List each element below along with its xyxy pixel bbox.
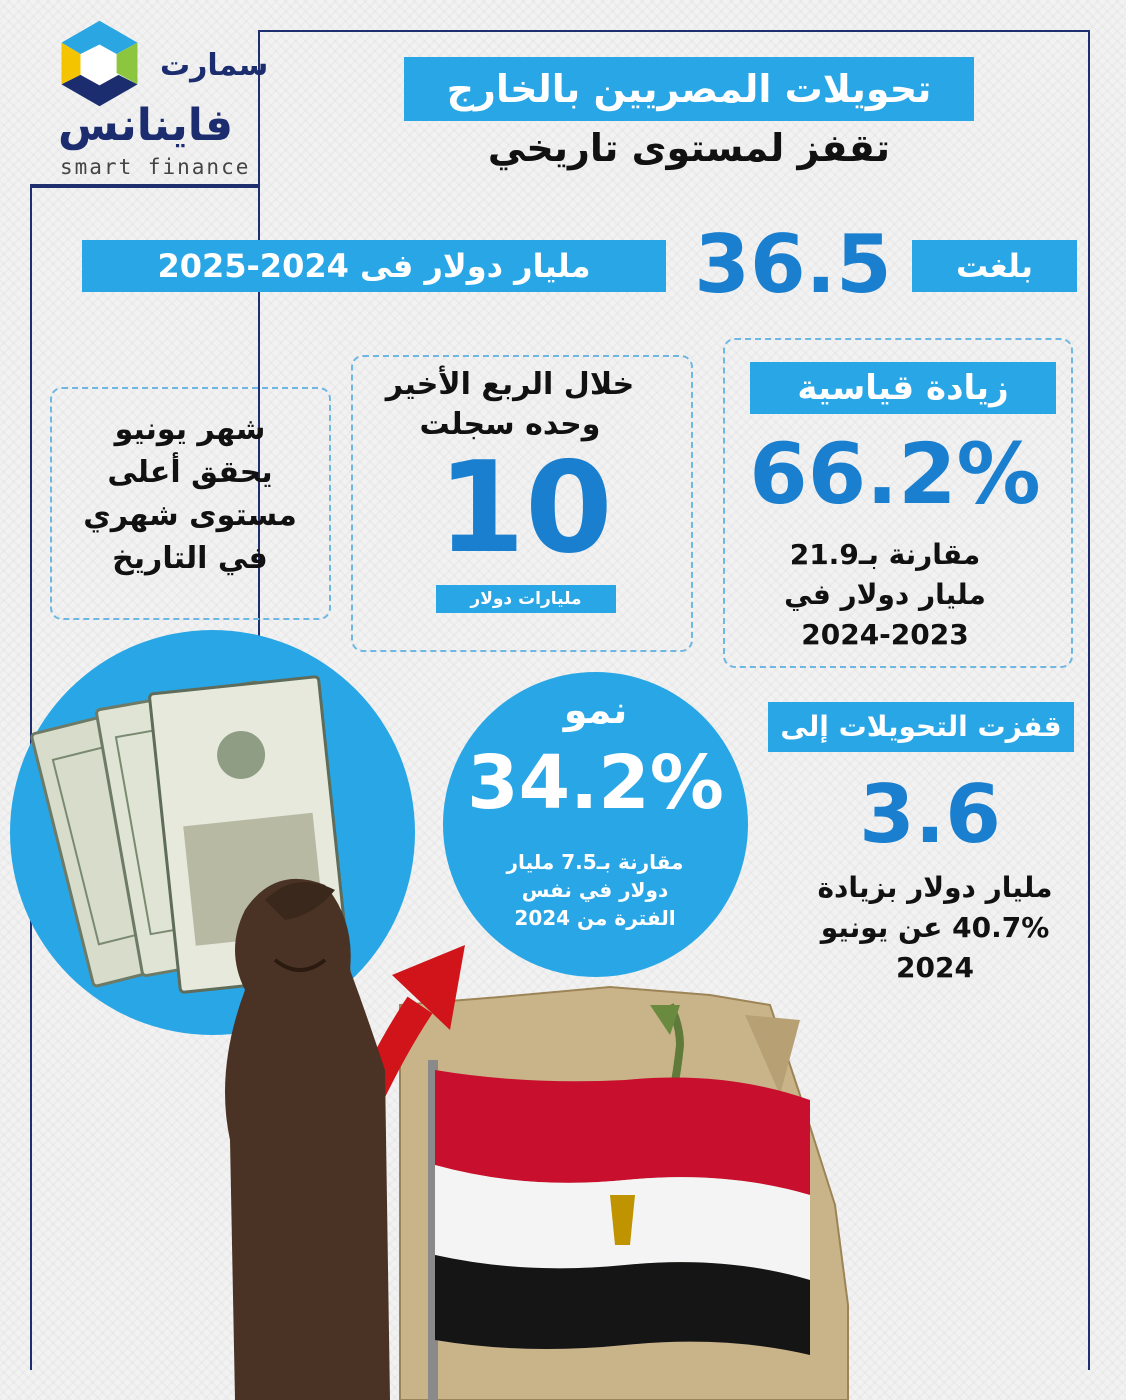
title-line1: تحويلات المصريين بالخارج: [404, 57, 974, 121]
june-record-line1: شهر يونيو: [114, 412, 266, 447]
june-jump-line1: مليار دولار بزيادة: [817, 871, 1053, 904]
last-quarter-line1: خلال الربع الأخير: [385, 367, 635, 402]
logo-english: smart finance: [60, 155, 251, 179]
june-jump-line3: 2024: [896, 951, 974, 984]
record-increase-line2: مليار دولار في: [784, 578, 986, 611]
last-quarter-unit: مليارات دولار: [436, 585, 616, 613]
june-record-line2: يحقق أعلى: [107, 455, 273, 490]
headline-amount: 36.5: [694, 218, 892, 311]
june-jump-comparison: [790, 868, 1080, 988]
logo-cube-icon: [52, 16, 147, 111]
logo-arabic-bottom: فاينانس: [58, 100, 234, 151]
headline-unit-period: مليار دولار فى 2024-2025: [82, 240, 666, 292]
last-quarter-line2: وحده سجلت: [419, 407, 601, 442]
growth-line3: الفترة من 2024: [514, 906, 676, 930]
growth-line2: دولار في نفس: [521, 878, 669, 902]
record-increase-percent: 66.2%: [749, 425, 1041, 523]
flag-cloth: [435, 1070, 810, 1355]
june-jump-label: قفزت التحويلات إلى: [768, 702, 1074, 752]
record-increase-line1: مقارنة بـ21.9: [789, 538, 981, 571]
hand-image: [205, 840, 400, 1400]
growth-line1: مقارنة بـ7.5 مليار: [506, 850, 684, 874]
growth-label: نمو: [563, 688, 628, 732]
growth-percent: 34.2%: [467, 740, 724, 826]
logo: [40, 8, 269, 179]
title-line2: تقفز لمستوى تاريخي: [487, 126, 891, 170]
headline-reached: بلغت: [912, 240, 1077, 292]
record-increase-line3: 2024-2023: [801, 618, 969, 651]
last-quarter-text: [360, 365, 660, 445]
june-record-line3: مستوى شهري: [83, 498, 297, 533]
frame-divider: [30, 184, 260, 188]
june-jump-value: 3.6: [859, 768, 1001, 861]
record-increase-comparison: [740, 535, 1030, 655]
june-record-text: [60, 408, 320, 580]
june-record-line4: في التاريخ: [112, 541, 268, 576]
last-quarter-value: 10: [437, 434, 613, 581]
june-jump-line2: 40.7% عن يونيو: [820, 911, 1050, 944]
record-increase-label: زيادة قياسية: [750, 362, 1056, 414]
logo-arabic-top: سمارت: [160, 48, 269, 83]
growth-comparison: [480, 848, 710, 932]
